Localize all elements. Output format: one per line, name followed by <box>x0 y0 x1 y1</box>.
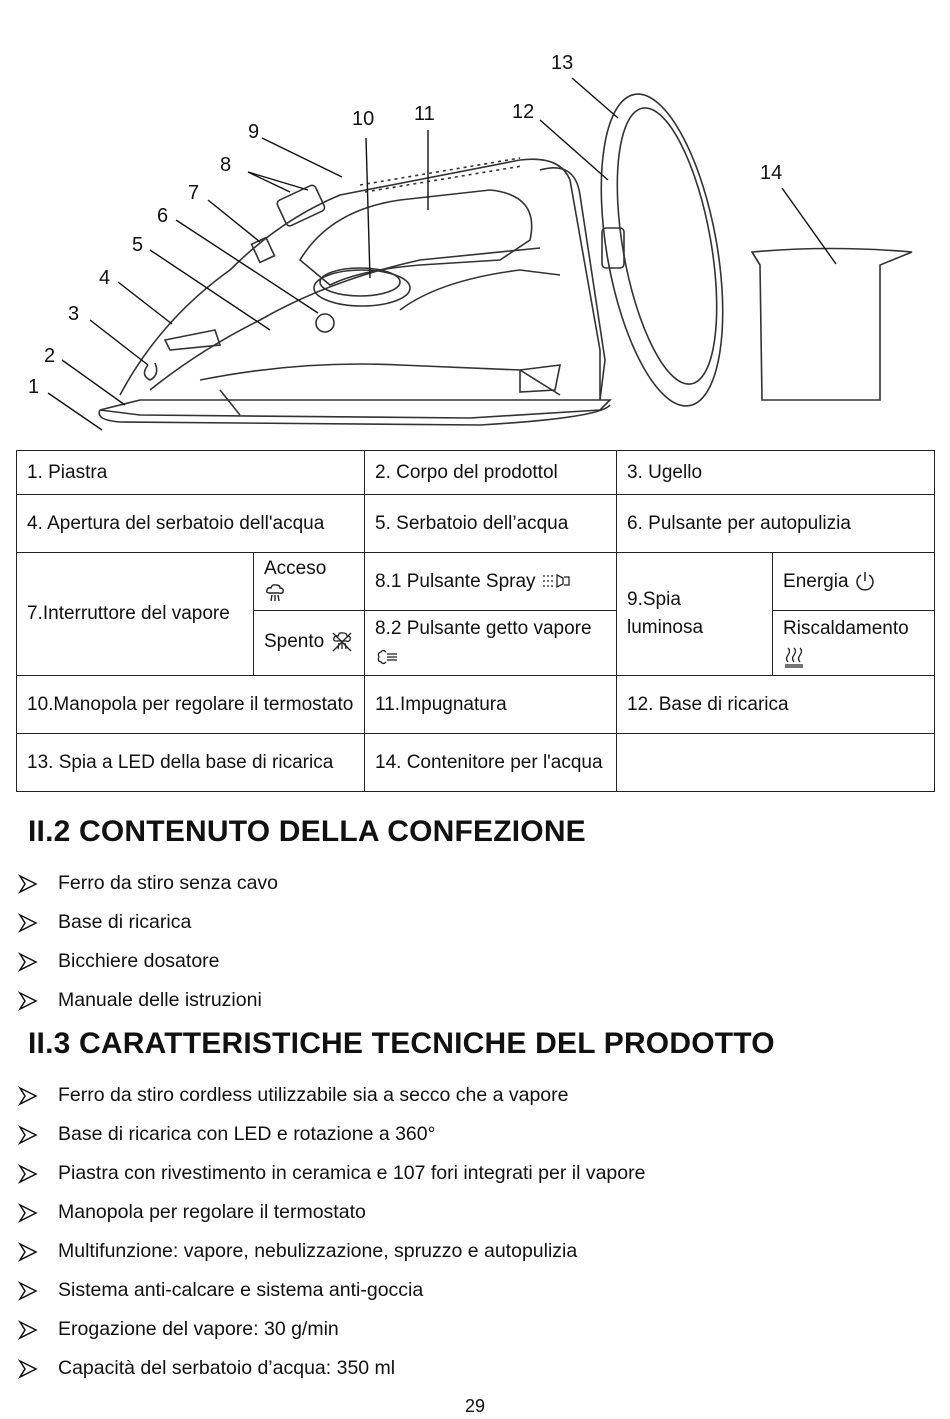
list-item: Manopola per regolare il termostato <box>0 1193 930 1232</box>
list-item: Erogazione del vapore: 30 g/min <box>0 1310 930 1349</box>
table-cell: 11.Impugnatura <box>365 676 617 734</box>
list-item: Capacità del serbatoio d’acqua: 350 ml <box>0 1349 930 1388</box>
arrow-bullet-icon <box>18 1203 38 1223</box>
steam-off-icon <box>330 630 354 654</box>
arrow-bullet-icon <box>18 1125 38 1145</box>
callout-11: 11 <box>414 103 435 125</box>
parts-table <box>16 450 935 792</box>
callout-10: 10 <box>352 108 375 130</box>
arrow-bullet-icon <box>18 1359 38 1379</box>
arrow-bullet-icon <box>18 1320 38 1340</box>
iron-diagram <box>0 20 950 440</box>
list-item: Base di ricarica con LED e rotazione a 360° <box>0 1115 930 1154</box>
table-cell: 1. Piastra <box>17 451 365 495</box>
list-item: Multifunzione: vapore, nebulizzazione, spruzzo e autopulizia <box>0 1232 930 1271</box>
heating-label: Riscaldamento <box>783 618 909 639</box>
callout-14: 14 <box>760 162 783 184</box>
section-title-contents: II.2 CONTENUTO DELLA CONFEZIONE <box>28 815 586 848</box>
arrow-bullet-icon <box>18 874 38 894</box>
steam-jet-icon <box>375 648 399 666</box>
table-cell <box>365 553 617 611</box>
iron-illustration <box>0 20 950 440</box>
table-cell: 14. Contenitore per l'acqua <box>365 734 617 792</box>
table-cell: 5. Serbatoio dell’acqua <box>365 495 617 553</box>
section-title-specs: II.3 CARATTERISTICHE TECNICHE DEL PRODOTTO <box>28 1027 775 1060</box>
callout-3: 3 <box>68 303 80 325</box>
arrow-bullet-icon <box>18 991 38 1011</box>
table-cell: 13. Spia a LED della base di ricarica <box>17 734 365 792</box>
callout-4: 4 <box>99 267 111 289</box>
table-cell <box>773 611 935 676</box>
callout-9: 9 <box>248 121 260 143</box>
table-cell <box>617 734 935 792</box>
spray-button-label: 8.1 Pulsante Spray <box>375 570 536 592</box>
steam-jet-button-label: 8.2 Pulsante getto vapore <box>375 618 592 639</box>
list-item: Manuale delle istruzioni <box>0 981 930 1020</box>
arrow-bullet-icon <box>18 1086 38 1106</box>
table-cell: 12. Base di ricarica <box>617 676 935 734</box>
arrow-bullet-icon <box>18 1164 38 1184</box>
table-cell <box>254 553 365 611</box>
table-cell <box>773 553 935 611</box>
list-item: Ferro da stiro senza cavo <box>0 864 930 903</box>
energy-label: Energia <box>783 570 849 592</box>
switch-on-label: Acceso <box>264 558 327 579</box>
table-row <box>17 451 935 495</box>
steam-cloud-icon <box>264 582 286 604</box>
table-cell: 2. Corpo del prodottol <box>365 451 617 495</box>
contents-list <box>0 864 930 1020</box>
arrow-bullet-icon <box>18 1281 38 1301</box>
callout-13: 13 <box>551 52 574 74</box>
callout-5: 5 <box>132 234 144 256</box>
page-number: 29 <box>464 1396 486 1416</box>
callout-2: 2 <box>44 345 56 367</box>
table-cell: 6. Pulsante per autopulizia <box>617 495 935 553</box>
arrow-bullet-icon <box>18 1242 38 1262</box>
callout-6: 6 <box>157 205 169 227</box>
callout-8: 8 <box>220 154 232 176</box>
table-row <box>17 553 935 611</box>
spray-icon <box>541 572 571 590</box>
table-row <box>17 676 935 734</box>
table-cell: 4. Apertura del serbatoio dell'acqua <box>17 495 365 553</box>
switch-off-label: Spento <box>264 631 325 652</box>
table-row <box>17 495 935 553</box>
list-item: Base di ricarica <box>0 903 930 942</box>
list-item: Bicchiere dosatore <box>0 942 930 981</box>
arrow-bullet-icon <box>18 913 38 933</box>
heating-icon <box>783 646 805 668</box>
callout-labels <box>28 52 782 398</box>
list-item: Ferro da stiro cordless utilizzabile sia a secco che a vapore <box>0 1076 930 1115</box>
callout-12: 12 <box>512 101 535 123</box>
table-row <box>17 734 935 792</box>
table-cell <box>365 611 617 676</box>
callout-1: 1 <box>28 376 40 398</box>
steam-switch-label: 7.Interruttore del vapore <box>17 553 254 676</box>
table-cell <box>254 611 365 676</box>
list-item: Sistema anti-calcare e sistema anti-goccia <box>0 1271 930 1310</box>
power-icon <box>854 570 876 592</box>
arrow-bullet-icon <box>18 952 38 972</box>
list-item: Piastra con rivestimento in ceramica e 107 fori integrati per il vapore <box>0 1154 930 1193</box>
callout-7: 7 <box>188 182 200 204</box>
table-cell: 10.Manopola per regolare il termostato <box>17 676 365 734</box>
specs-list <box>0 1076 930 1388</box>
table-cell: 3. Ugello <box>617 451 935 495</box>
indicator-light-label: 9.Spia luminosa <box>617 553 773 676</box>
